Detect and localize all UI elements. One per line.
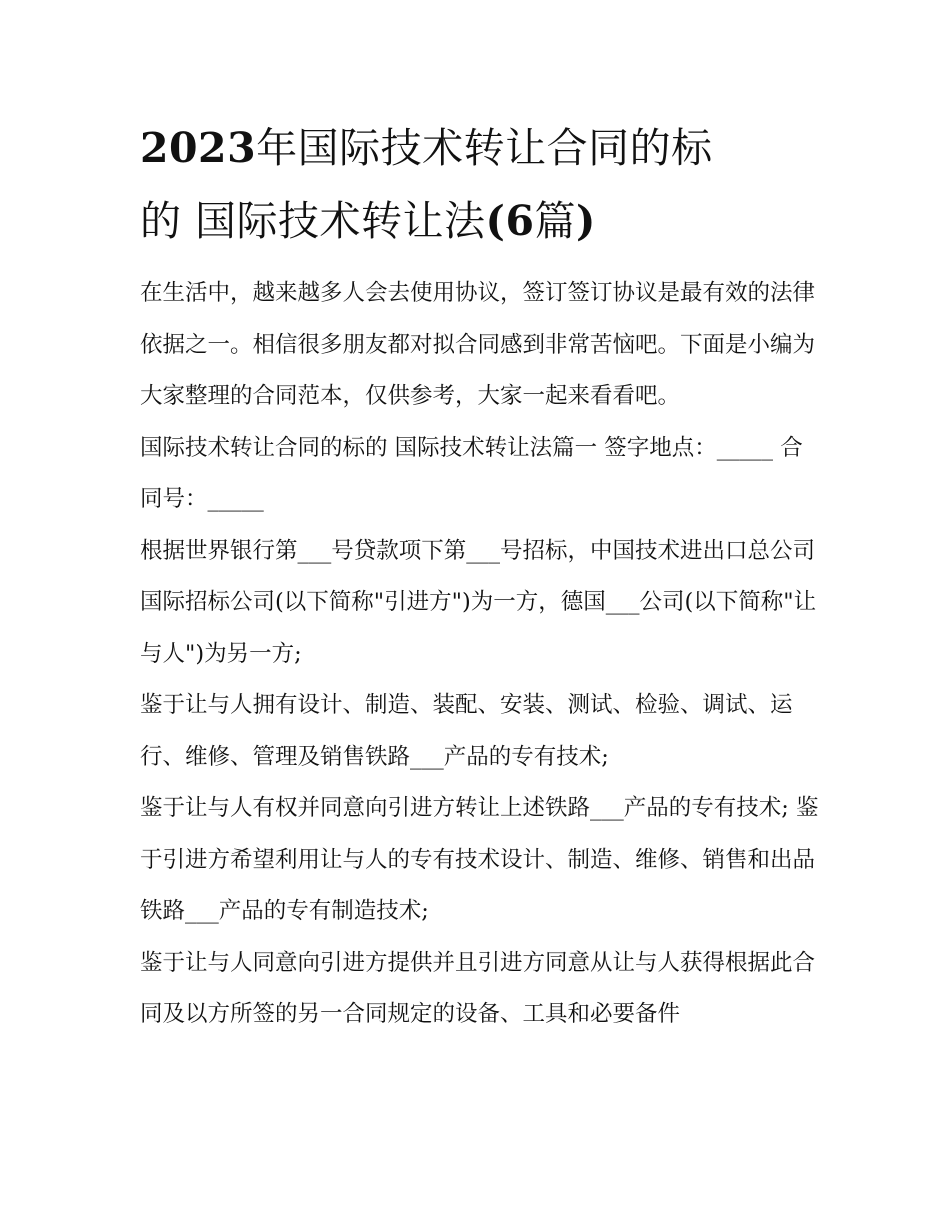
title-close-paren: ) [575,197,596,245]
recital-paragraph-1: 鉴于让与人拥有设计、制造、装配、安装、测试、检验、调试、运行、维修、管理及销售铁路___产品的专有技术; [140,692,793,770]
title-year: 2023 [140,124,257,172]
document-title [140,112,820,258]
recital-paragraph-2: 鉴于让与人有权并同意向引进方转让上述铁路___产品的专有技术; 鉴于引进方希望利用让与人的专有技术设计、制造、维修、销售和出品铁路___产品的专有制造技术; [140,795,819,924]
title-line-1: 2023年国际技术转让合同的标 [140,124,713,172]
title-line-2: 的 国际技术转让法(6篇) [140,197,596,245]
title-count: (6 [485,197,535,245]
parties-paragraph: 根据世界银行第___号贷款项下第___号招标，中国技术进出口总公司国际招标公司(以下简称"引进方")为一方，德国___公司(以下简称"让与人")为另一方; [140,537,817,667]
document-body [140,268,820,1041]
intro-paragraph: 在生活中，越来越多人会去使用协议，签订签订协议是最有效的法律依据之一。相信很多朋友都对拟合同感到非常苦恼吧。下面是小编为大家整理的合同范本，仅供参考，大家一起来看看吧。 [140,280,816,409]
document-page [140,112,820,1041]
contract-heading-paragraph: 国际技术转让合同的标的 国际技术转让法篇一 签字地点：_____ 合同号：_____ [140,434,803,512]
recital-paragraph-3: 鉴于让与人同意向引进方提供并且引进方同意从让与人获得根据此合同及以方所签的另一合同规定的设备、工具和必要备件 [140,949,816,1027]
